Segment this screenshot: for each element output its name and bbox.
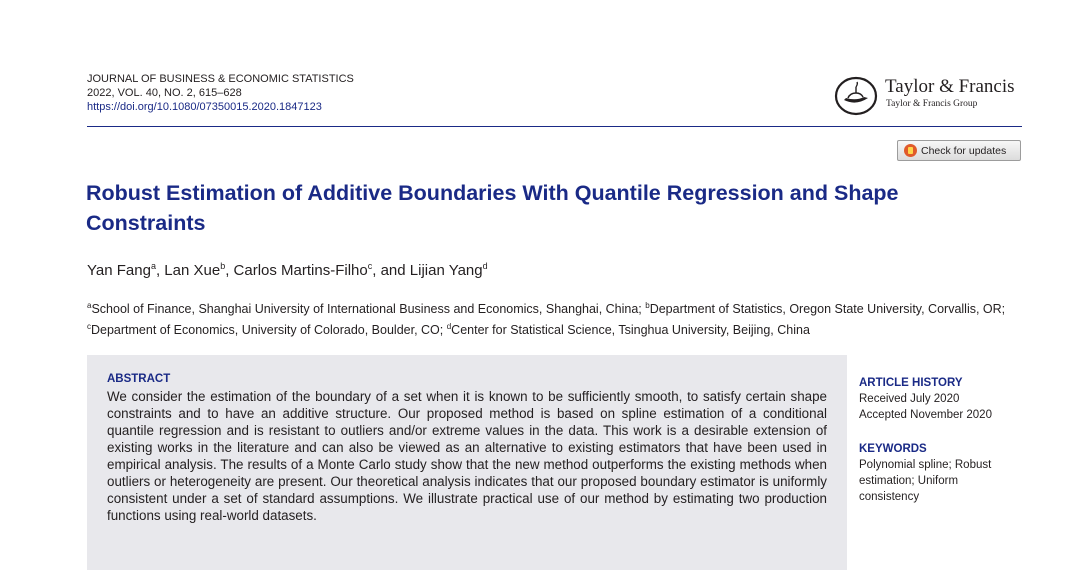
- keywords-section: [859, 441, 1019, 505]
- article-history-heading: ARTICLE HISTORY: [859, 377, 963, 389]
- publisher-logo[interactable]: [834, 72, 1024, 118]
- keywords-text: Polynomial spline; Robust estimation; Uniform consistency: [859, 459, 992, 503]
- article-title: Robust Estimation of Additive Boundaries With Quantile Regression and Shape Constraints: [86, 181, 899, 235]
- author[interactable]: Yan Fang$^a$: [87, 261, 156, 279]
- accepted-date: Accepted November 2020: [859, 409, 992, 421]
- check-for-updates-button[interactable]: [897, 140, 1021, 161]
- author-list: Yan Fang$^a$, Lan Xue$^b$, Carlos Martins-Filho$^c$, and Lijian Yang$^d$: [87, 261, 488, 279]
- author[interactable]: Lijian Yang$^d$: [409, 261, 488, 279]
- journal-info: [87, 72, 354, 114]
- journal-name: JOURNAL OF BUSINESS & ECONOMIC STATISTICS: [87, 73, 354, 85]
- keywords-heading: KEYWORDS: [859, 443, 927, 455]
- journal-citation: 2022, VOL. 40, NO. 2, 615–628: [87, 87, 242, 99]
- crossmark-icon: [904, 144, 917, 157]
- author[interactable]: Lan Xue$^b$: [164, 261, 226, 279]
- taylor-francis-lamp-icon: [834, 76, 878, 116]
- check-for-updates-label: Check for updates: [921, 144, 1007, 157]
- received-date: Received July 2020: [859, 393, 960, 405]
- header-divider: [87, 126, 1022, 127]
- publisher-name: Taylor & Francis: [885, 76, 1015, 97]
- affiliations: $^a$School of Finance, Shanghai University of International Business and Economics, Shanghai, China; $^b$Department of Statistics, Oregon State University, Corvallis, OR; $^c$Department of Economics, University of Colorado, Boulder, CO; $^d$Center for Statistical Science, Tsinghua University, Beijing, China: [87, 301, 1006, 338]
- article-history: [859, 375, 1019, 423]
- abstract-heading: ABSTRACT: [107, 373, 171, 385]
- abstract-text: We consider the estimation of the boundary of a set when it is known to be sufficiently smooth, to satisfy certain shape constraints and to have an additive structure. Our proposed method is based on spline estimation of a conditional quantile regression and is resistant to outliers and/or extreme values in the data. This work is a desirable extension of existing works in the literature and can also be viewed as an alternative to existing estimators that have been used in empirical analysis. The results of a Monte Carlo study show that the new method outperforms the existing methods when outliers or heterogeneity are present. Our theoretical analysis indicates that our proposed boundary estimator is uniformly consistent under a set of standard assumptions. We illustrate practical use of our method by estimating two production functions using real-world datasets.: [107, 389, 827, 523]
- publisher-group: Taylor & Francis Group: [886, 99, 978, 109]
- author[interactable]: Carlos Martins-Filho$^c$: [233, 261, 373, 279]
- doi-link[interactable]: https://doi.org/10.1080/07350015.2020.1847123: [87, 101, 322, 113]
